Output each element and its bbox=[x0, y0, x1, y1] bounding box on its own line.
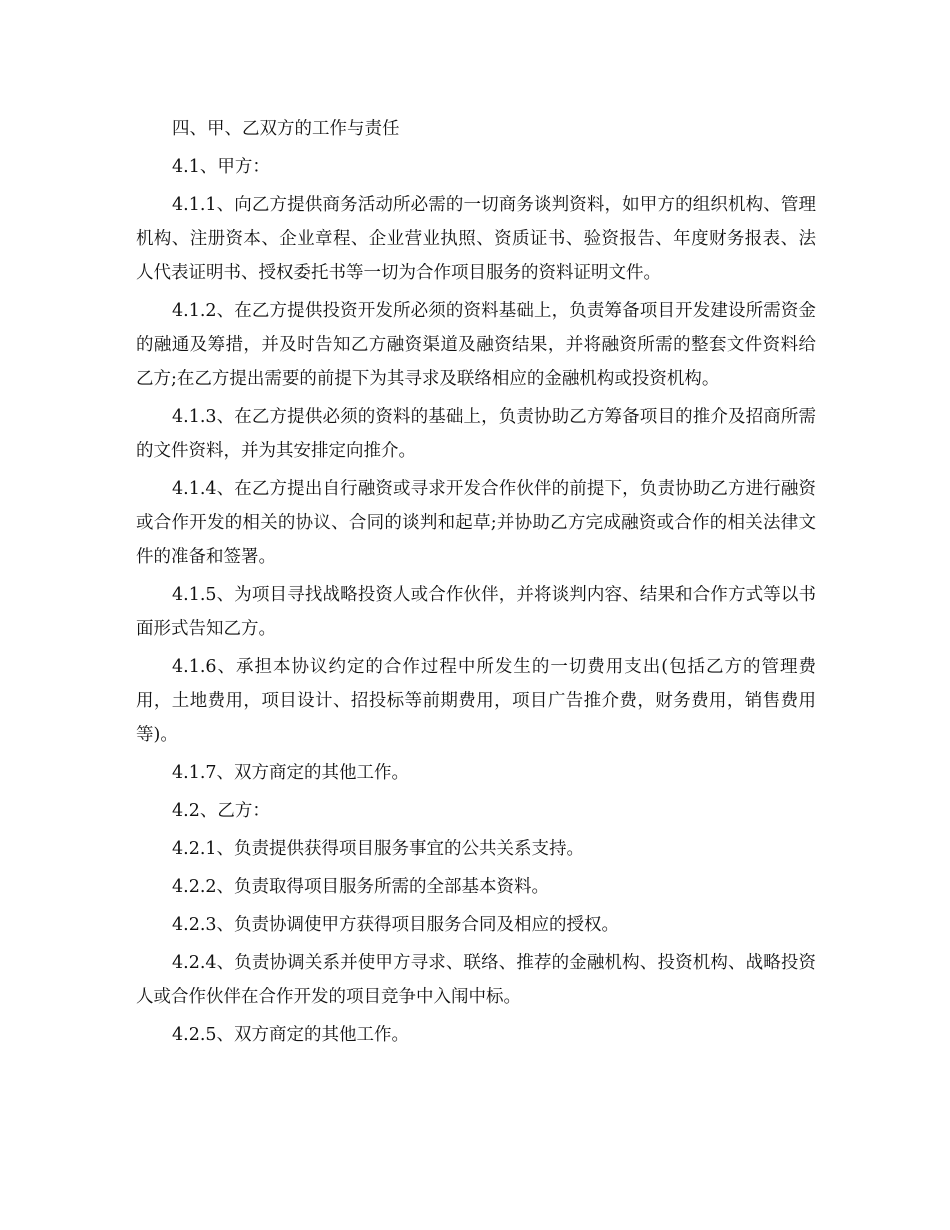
clause-4-2-5: 4.2.5、双方商定的其他工作。 bbox=[172, 1025, 410, 1045]
clause-4-2-4: 4.2.4、负责协调关系并使甲方寻求、联络、推荐的金融机构、投资机构、战略投资人或合作伙伴在合作开发的项目竞争中入闱中标。 bbox=[136, 953, 816, 1007]
clause-4-1: 4.1、甲方： bbox=[172, 157, 270, 177]
clause-4-1-6: 4.1.6、承担本协议约定的合作过程中所发生的一切费用支出(包括乙方的管理费用，土地费用，项目设计、招投标等前期费用，项目广告推介费，财务费用，销售费用等)。 bbox=[136, 657, 816, 745]
document-body bbox=[136, 112, 816, 1056]
clause-4-2-2: 4.2.2、负责取得项目服务所需的全部基本资料。 bbox=[172, 877, 550, 897]
clause-4-1-5: 4.1.5、为项目寻找战略投资人或合作伙伴，并将谈判内容、结果和合作方式等以书面形式告知乙方。 bbox=[136, 585, 816, 639]
clause-4-2-3: 4.2.3、负责协调使甲方获得项目服务合同及相应的授权。 bbox=[172, 915, 620, 935]
clause-4-1-4: 4.1.4、在乙方提出自行融资或寻求开发合作伙伴的前提下，负责协助乙方进行融资或合作开发的相关的协议、合同的谈判和起草;并协助乙方完成融资或合作的相关法律文件的准备和签署。 bbox=[136, 479, 816, 567]
clause-4-1-3: 4.1.3、在乙方提供必须的资料的基础上，负责协助乙方筹备项目的推介及招商所需的文件资料，并为其安排定向推介。 bbox=[136, 407, 816, 461]
clause-4-2: 4.2、乙方： bbox=[172, 801, 270, 821]
clause-4-1-7: 4.1.7、双方商定的其他工作。 bbox=[172, 763, 410, 783]
clause-4-1-2: 4.1.2、在乙方提供投资开发所必须的资料基础上，负责筹备项目开发建设所需资金的融通及筹措，并及时告知乙方融资渠道及融资结果，并将融资所需的整套文件资料给乙方;在乙方提出需要的前提下为其寻求及联络相应的金融机构或投资机构。 bbox=[136, 301, 816, 389]
clause-4-2-1: 4.2.1、负责提供获得项目服务事宜的公共关系支持。 bbox=[172, 839, 585, 859]
section-heading: 四、甲、乙双方的工作与责任 bbox=[172, 119, 400, 139]
clause-4-1-1: 4.1.1、向乙方提供商务活动所必需的一切商务谈判资料，如甲方的组织机构、管理机构、注册资本、企业章程、企业营业执照、资质证书、验资报告、年度财务报表、法人代表证明书、授权委托书等一切为合作项目服务的资料证明文件。 bbox=[136, 195, 816, 283]
